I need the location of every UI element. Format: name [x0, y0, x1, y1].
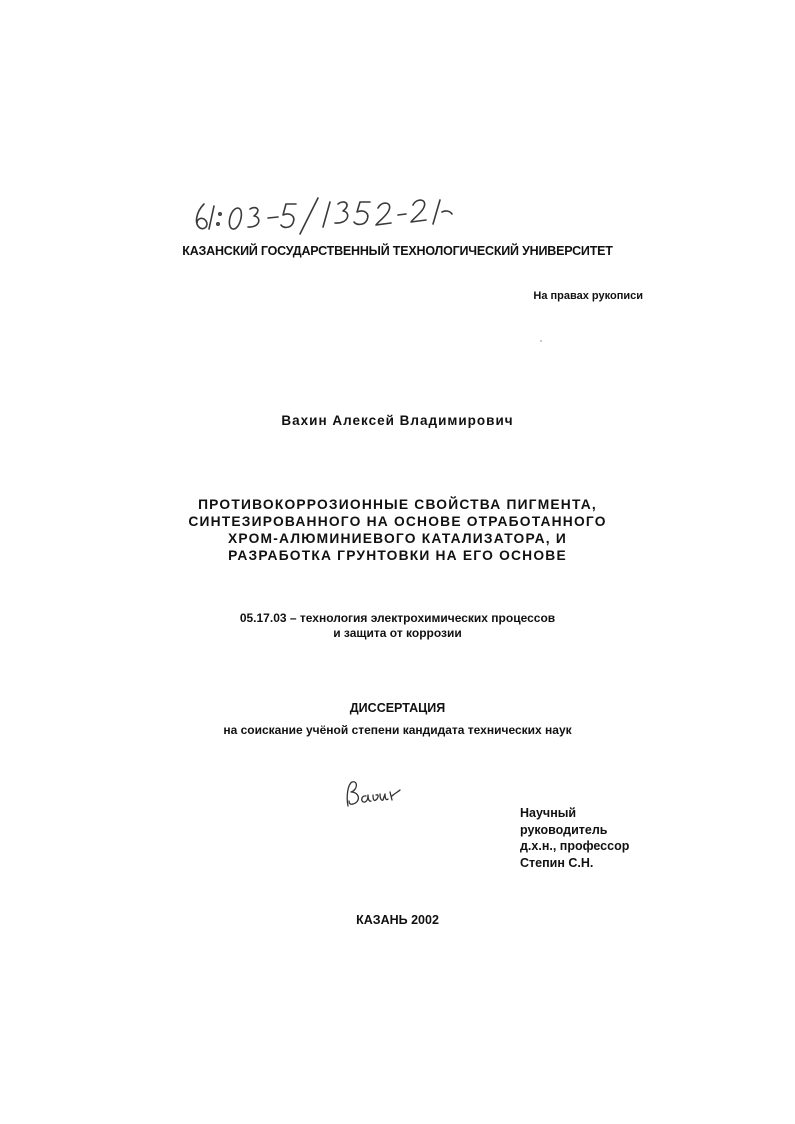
- archive-code-ink: [190, 190, 475, 240]
- supervisor-line: Степин С.Н.: [520, 855, 594, 870]
- degree-line: на соискание учёной степени кандидата технических наук: [223, 723, 572, 737]
- author-signature: [340, 776, 410, 821]
- signature-ink: [340, 776, 410, 816]
- author-name: Вахин Алексей Владимирович: [281, 413, 514, 428]
- supervisor-line: Научный: [520, 806, 577, 820]
- city-year: КАЗАНЬ 2002: [356, 913, 439, 927]
- university-name: КАЗАНСКИЙ ГОСУДАРСТВЕННЫЙ ТЕХНОЛОГИЧЕСКИЙ УНИВЕРСИТЕТ: [182, 244, 613, 258]
- specialty-line: 05.17.03 – технология электрохимических процессов: [239, 611, 556, 625]
- specialty-line: и защита от коррозии: [333, 626, 462, 640]
- document-type: ДИССЕРТАЦИЯ: [349, 701, 446, 715]
- rights-note: На правах рукописи: [533, 290, 643, 302]
- specialty: [0, 611, 795, 641]
- title-line: РАЗРАБОТКА ГРУНТОВКИ НА ЕГО ОСНОВЕ: [228, 548, 567, 563]
- title-line: ХРОМ-АЛЮМИНИЕВОГО КАТАЛИЗАТОРА, И: [228, 531, 567, 546]
- archive-code-handwritten: [190, 190, 475, 245]
- supervisor-line: д.х.н., профессор: [520, 839, 630, 853]
- title-line: СИНТЕЗИРОВАННОГО НА ОСНОВЕ ОТРАБОТАННОГО: [188, 514, 607, 529]
- supervisor-line: руководитель: [520, 822, 608, 837]
- supervisor-block: [520, 805, 629, 871]
- thesis-title: [0, 496, 795, 564]
- title-line: ПРОТИВОКОРРОЗИОННЫЕ СВОЙСТВА ПИГМЕНТА,: [198, 497, 597, 512]
- scan-speck: [540, 340, 542, 342]
